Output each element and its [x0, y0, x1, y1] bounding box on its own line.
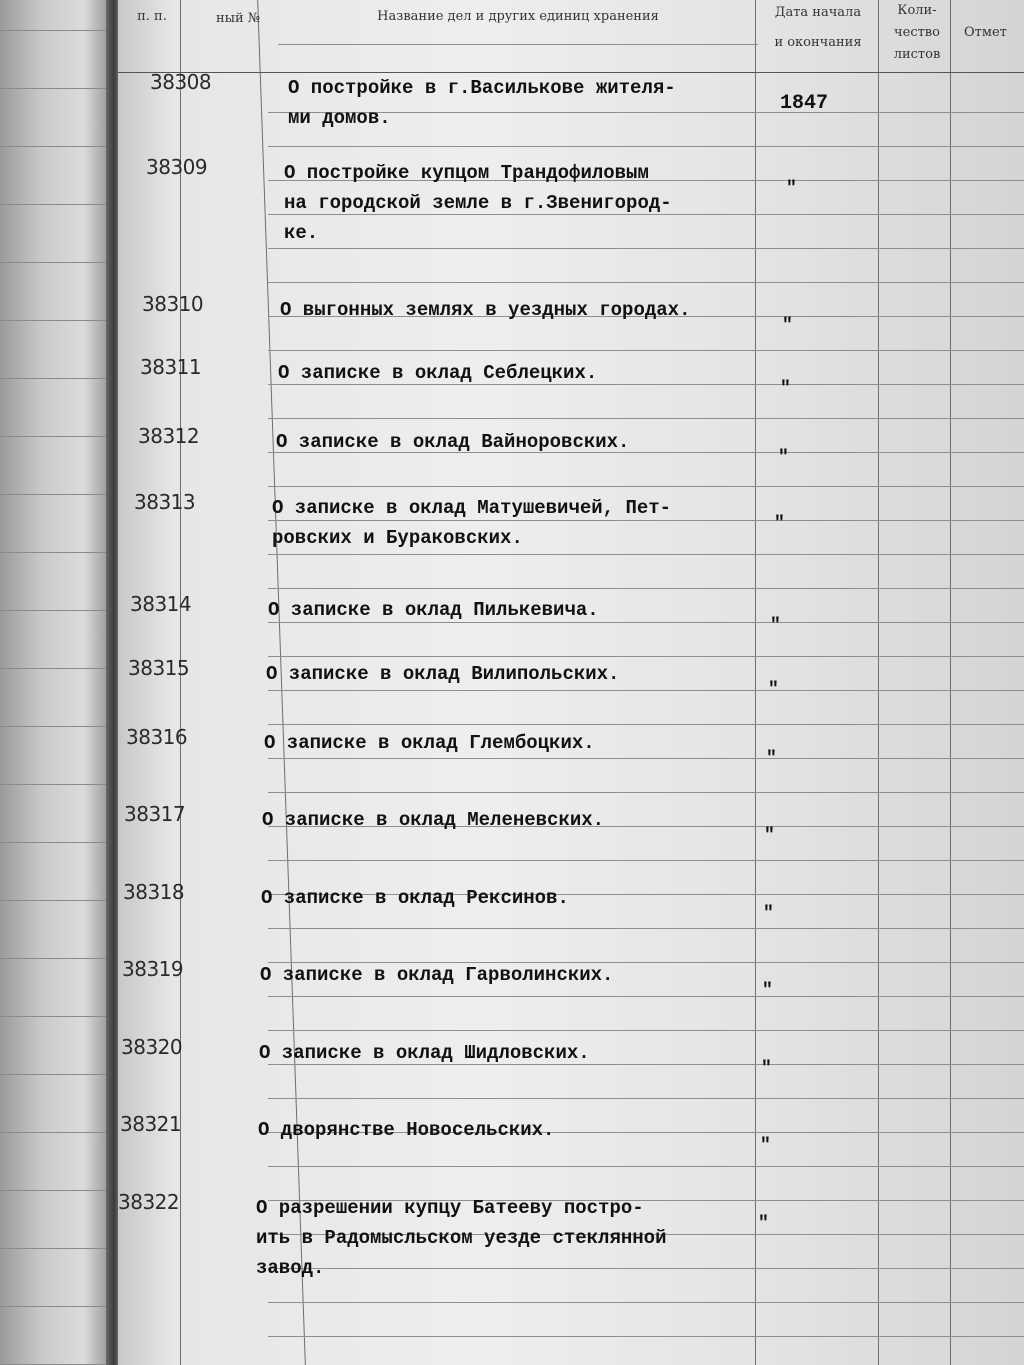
ditto-mark: "	[766, 749, 777, 769]
ditto-mark: "	[764, 826, 775, 846]
ledger-rule	[268, 1336, 1024, 1337]
header-notes: Отмет	[964, 25, 1007, 40]
ditto-mark: "	[774, 514, 785, 534]
ledger-rule	[268, 418, 1024, 419]
ditto-mark: "	[762, 981, 773, 1001]
facing-page-rule	[0, 1248, 120, 1249]
ledger-rule	[268, 656, 1024, 657]
ditto-mark: "	[778, 448, 789, 468]
facing-page-rule	[0, 378, 120, 379]
row-title-line: О постройке в г.Василькове жителя-	[288, 77, 676, 99]
ledger-rule	[268, 928, 1024, 929]
ditto-mark: "	[780, 379, 791, 399]
ledger-rule	[268, 690, 1024, 691]
row-number: 38313	[134, 490, 196, 514]
header-title: Название дел и других единиц хранения	[377, 9, 659, 24]
ditto-mark: "	[782, 316, 793, 336]
header-date-end: и окончания	[774, 35, 862, 50]
column-rule	[180, 0, 181, 1365]
facing-page-rule	[0, 1190, 120, 1191]
row-title-line: О дворянстве Новосельских.	[258, 1119, 555, 1141]
row-number: 38310	[142, 292, 204, 316]
row-number: 38319	[122, 957, 184, 981]
header-date-start: Дата начала	[774, 5, 862, 20]
facing-page-rule	[0, 204, 120, 205]
row-title-line: О записке в оклад Гарволинских.	[260, 964, 614, 986]
facing-page-rule	[0, 958, 120, 959]
row-number: 38318	[123, 880, 185, 904]
ledger-rule	[268, 486, 1024, 487]
row-title-line: ке.	[284, 222, 319, 244]
ledger-rule	[268, 1166, 1024, 1167]
facing-page-rule	[0, 494, 120, 495]
ledger-rule	[268, 146, 1024, 147]
row-number: 38316	[126, 725, 188, 749]
column-rule	[755, 0, 756, 1365]
ledger-rule	[268, 554, 1024, 555]
facing-page-rule	[0, 726, 120, 727]
facing-page-rule	[0, 900, 120, 901]
ledger-rule	[268, 758, 1024, 759]
ledger-rule	[268, 860, 1024, 861]
row-title-line: О разрешении купцу Батееву постро-	[256, 1197, 644, 1219]
row-title-line: О записке в оклад Вилипольских.	[266, 663, 620, 685]
header-rule	[278, 44, 758, 45]
row-number: 38317	[124, 802, 186, 826]
row-title-line: О записке в оклад Пилькевича.	[268, 599, 599, 621]
row-title-line: ровских и Бураковских.	[272, 527, 523, 549]
ledger-rule	[268, 588, 1024, 589]
row-number: 38312	[138, 424, 200, 448]
row-number: 38309	[146, 155, 208, 179]
row-number: 38311	[140, 355, 202, 379]
ditto-mark: "	[770, 616, 781, 636]
row-title-line: ить в Радомысльском уезде стеклянной	[256, 1227, 667, 1249]
ledger-rule	[268, 792, 1024, 793]
row-number: 38308	[150, 70, 212, 94]
facing-page-rule	[0, 146, 120, 147]
ledger-rule	[268, 350, 1024, 351]
ditto-mark: "	[761, 1059, 772, 1079]
header-count-2: чество	[894, 25, 940, 40]
column-rule	[878, 0, 879, 1365]
facing-page	[0, 0, 120, 1365]
ditto-mark: "	[768, 680, 779, 700]
ditto-mark: "	[763, 904, 774, 924]
row-title-line: ми домов.	[288, 107, 391, 129]
header-inventory-number: ный №	[215, 11, 261, 26]
row-title-line: О постройке купцом Трандофиловым	[284, 162, 649, 184]
facing-page-rule	[0, 1306, 120, 1307]
facing-page-rule	[0, 1074, 120, 1075]
row-title-line: О записке в оклад Вайноровских.	[276, 431, 630, 453]
row-title-line: О выгонных землях в уездных городах.	[280, 299, 691, 321]
facing-page-rule	[0, 436, 120, 437]
ditto-mark: "	[758, 1214, 769, 1234]
row-number: 38320	[121, 1035, 183, 1059]
column-rule	[950, 0, 951, 1365]
facing-page-rule	[0, 552, 120, 553]
facing-page-rule	[0, 30, 120, 31]
ledger-rule	[268, 996, 1024, 997]
facing-page-rule	[0, 1132, 120, 1133]
row-number: 38321	[120, 1112, 182, 1136]
ledger-rule	[268, 1030, 1024, 1031]
row-number: 38322	[118, 1190, 180, 1214]
facing-page-rule	[0, 610, 120, 611]
row-title-line: завод.	[256, 1257, 325, 1279]
ledger-rule	[268, 1302, 1024, 1303]
facing-page-rule	[0, 262, 120, 263]
ledger-rule	[268, 248, 1024, 249]
ledger-rule	[268, 1268, 1024, 1269]
row-title-line: О записке в оклад Себлецких.	[278, 362, 598, 384]
facing-page-rule	[0, 320, 120, 321]
row-date: 1847	[780, 92, 829, 115]
ledger-rule	[268, 724, 1024, 725]
ditto-mark: "	[786, 179, 797, 199]
header-count-1: Коли-	[897, 3, 937, 18]
row-title-line: О записке в оклад Шидловских.	[259, 1042, 590, 1064]
row-number: 38315	[128, 656, 190, 680]
row-title-line: на городской земле в г.Звенигород-	[284, 192, 672, 214]
row-title-line: О записке в оклад Меленевских.	[262, 809, 605, 831]
facing-page-rule	[0, 784, 120, 785]
ditto-mark: "	[760, 1136, 771, 1156]
register-page	[118, 0, 1024, 1365]
ledger-rule	[268, 1098, 1024, 1099]
facing-page-rule	[0, 842, 120, 843]
header-bottom-rule	[118, 72, 1024, 73]
facing-page-rule	[0, 88, 120, 89]
header-pp: п. п.	[137, 9, 167, 24]
row-title-line: О записке в оклад Рексинов.	[261, 887, 569, 909]
row-number: 38314	[130, 592, 192, 616]
facing-page-rule	[0, 668, 120, 669]
header-count-3: листов	[893, 47, 941, 62]
facing-page-rule	[0, 1016, 120, 1017]
row-title-line: О записке в оклад Глембоцких.	[264, 732, 595, 754]
ledger-rule	[268, 282, 1024, 283]
row-title-line: О записке в оклад Матушевичей, Пет-	[272, 497, 672, 519]
